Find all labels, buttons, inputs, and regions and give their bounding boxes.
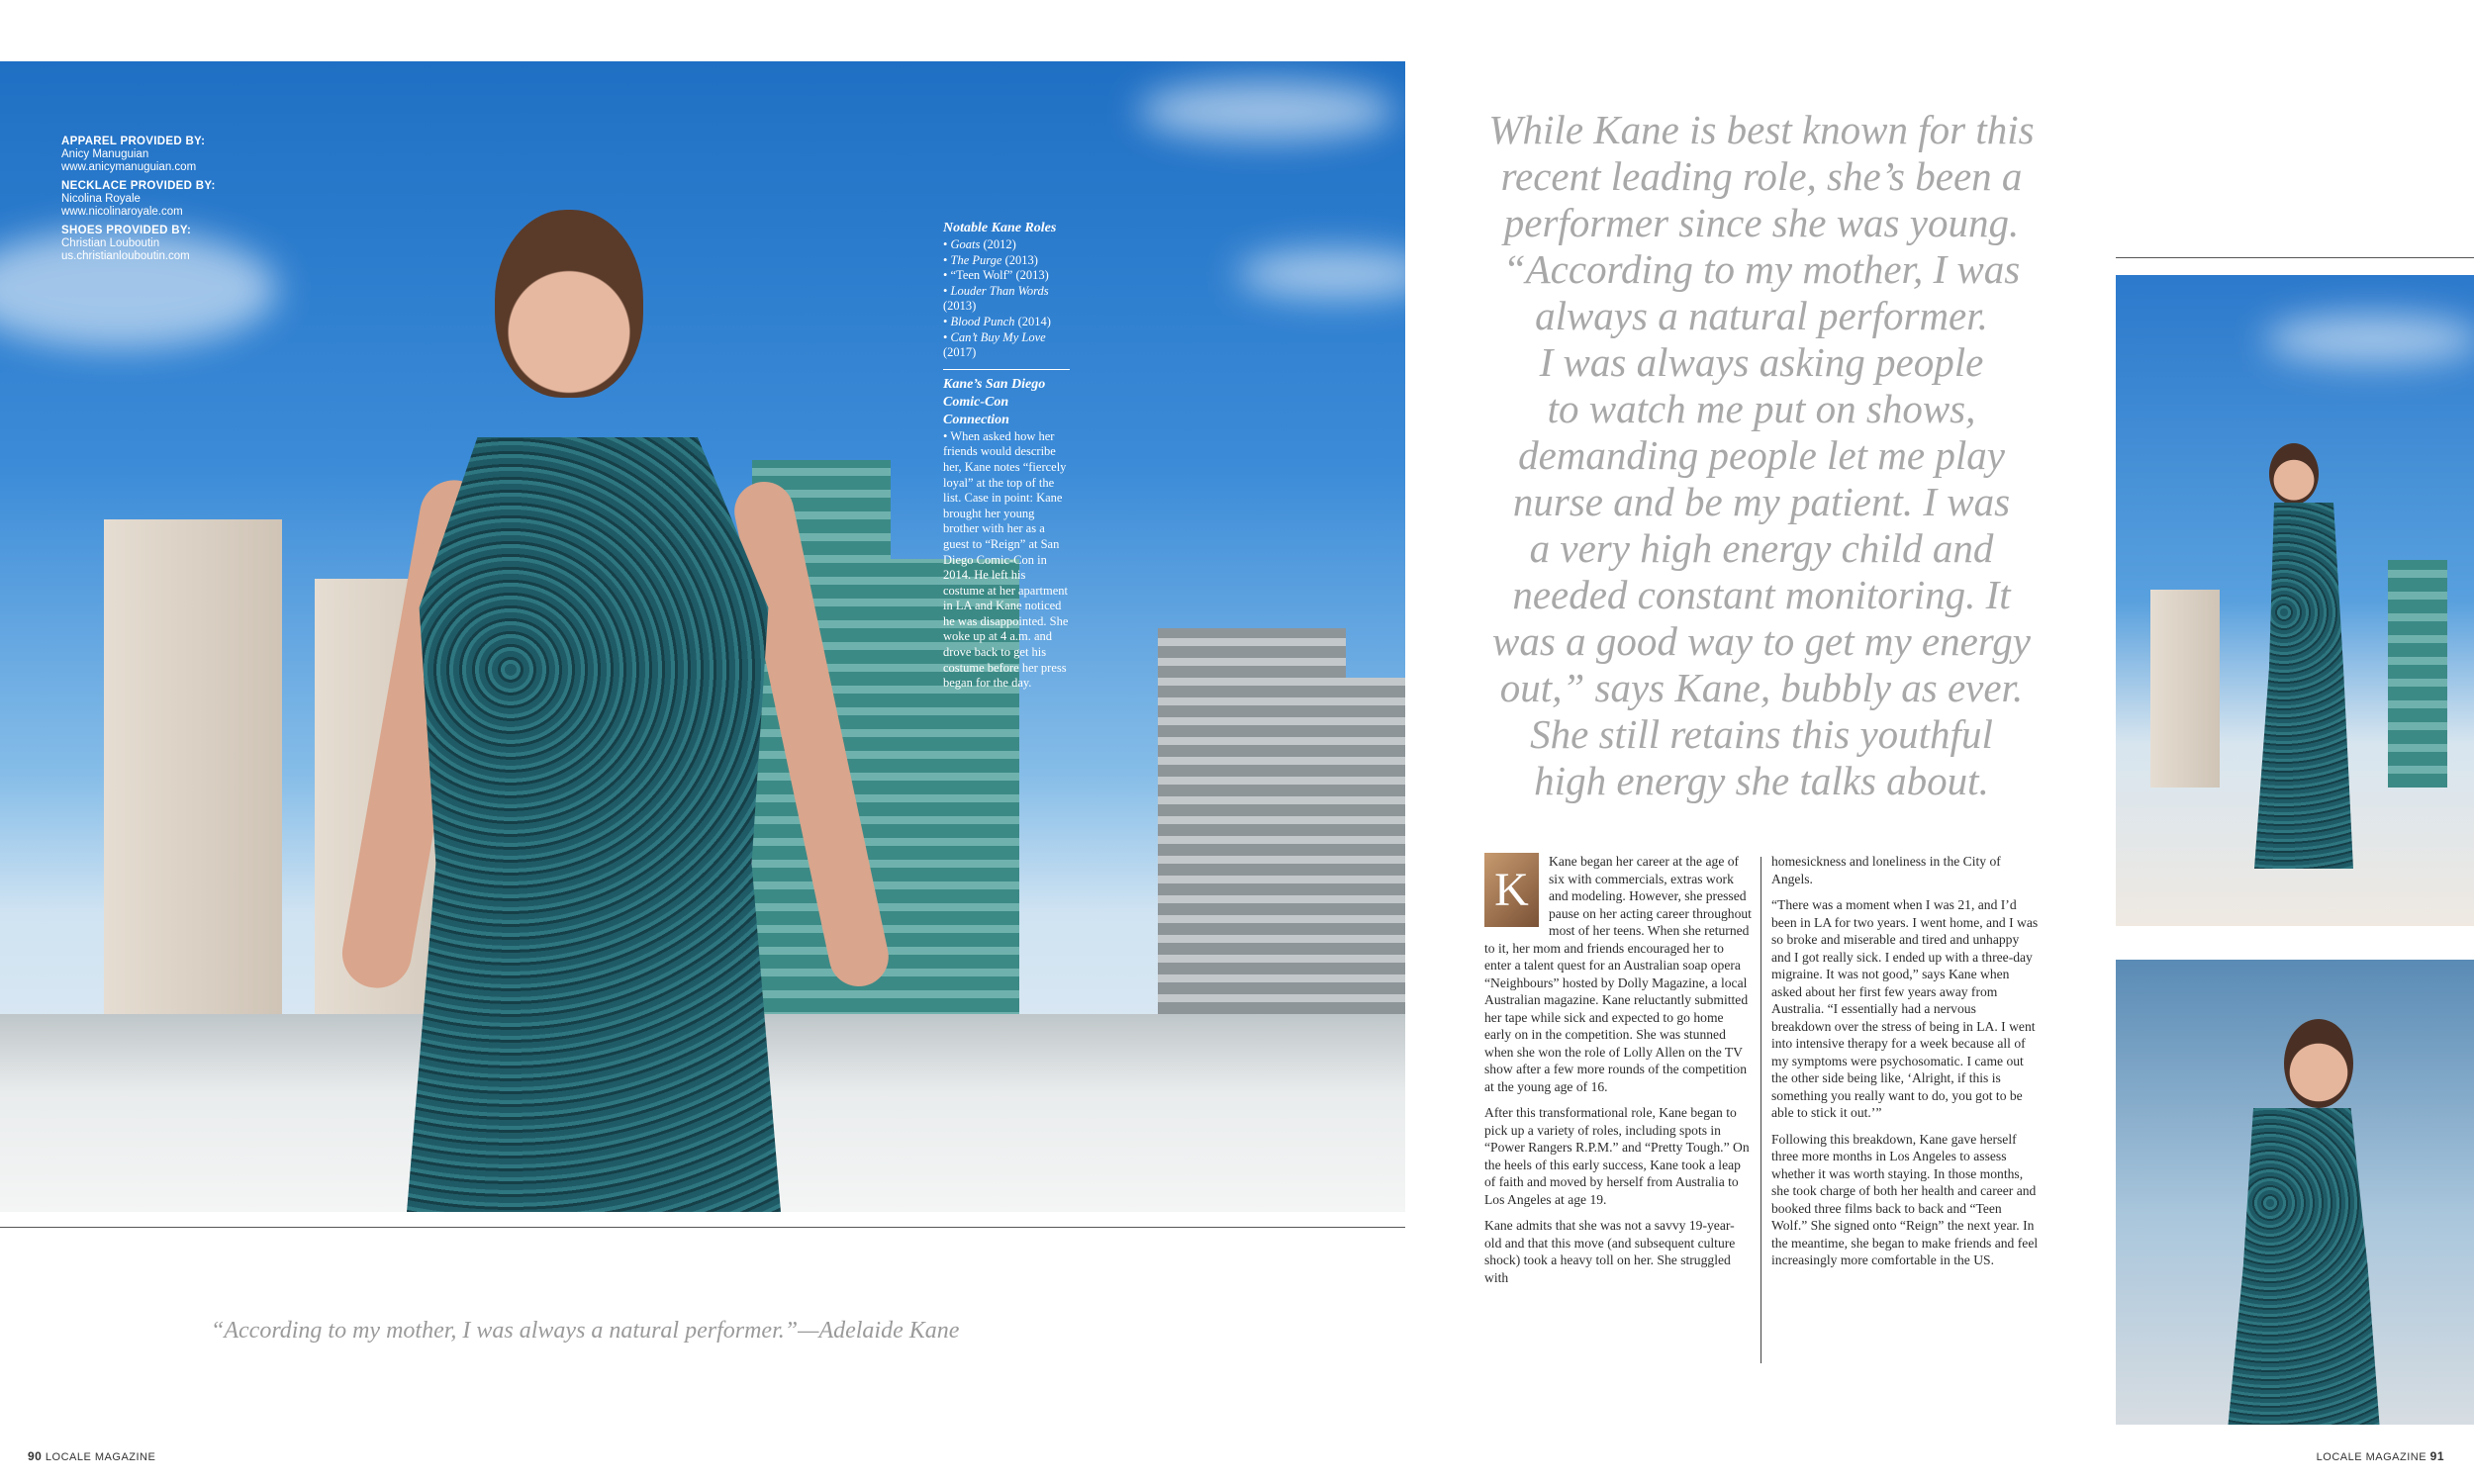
connection-text: • When asked how her friends would describe her, Kane notes “fiercely loyal” at the top of the list. Case in point: Kane brought her young brother with her as a guest to “Reign” at San Diego Comic-Con in 2014. He left his costume at her apartment in LA and Kane noticed he was disappointed. She woke up at 4 a.m. and drove back to get his costume before her press began for the day. xyxy=(943,428,1069,691)
folio-left: 90 LOCALE MAGAZINE xyxy=(28,1449,156,1463)
side-photo-posing xyxy=(2116,960,2474,1425)
paragraph: Kane began her career at the age of six with commercials, extras work and modeling. However, she pressed pause on her acting career throughout most of her teens. When she returned to it, her mom and friends encouraged her to enter a talent quest for an Australian soap opera “Neighbours” hosted by Dolly Magazine, a local Australian magazine. Kane reluctantly submitted her tape while sick and expected to go home early on in the competition. She was stunned when she won the role of Lolly Allen on the TV show after a few more rounds of the competition at the young age of 16. xyxy=(1484,854,1752,1094)
role-item: • Goats (2012) xyxy=(943,237,1016,251)
side-photo-standing xyxy=(2116,275,2474,926)
sidebar-divider xyxy=(943,369,1070,370)
role-item: • Louder Than Words (2013) xyxy=(943,283,1049,314)
apparel-credits xyxy=(61,136,216,269)
photo-caption: “According to my mother, I was always a natural performer.”—Adelaide Kane xyxy=(211,1318,960,1344)
left-divider xyxy=(0,1227,1405,1228)
paragraph: Following this breakdown, Kane gave herself three more months in Los Angeles to assess whether it was worth staying. In those months, she took charge of both her health and career and booked three films back to back and “Teen Wolf.” She signed onto “Reign” the next year. In the meantime, she began to make friends and feel increasingly more comfortable in the US. xyxy=(1771,1131,2039,1267)
paragraph: “There was a moment when I was 21, and I’d been in LA for two years. I went home, and I was so broke and miserable and tired and unhappy and I got really sick. I ended up with a three-day migraine. It was not good,” says Kane when asked about her first few years away from Australia. “I essentially had a nervous breakdown over the stress of being in LA. I went into intensive therapy for a week because all of my symptoms were psychosomatic. I came out the other side being like, ‘Alright, if this is something you really want to do, you got to be able to stick it out.’” xyxy=(1771,897,2039,1120)
paragraph: Kane admits that she was not a savvy 19-year-old and that this move (and subsequent culture shock) took a heavy toll on her. She struggled with xyxy=(1484,1218,1736,1285)
article-column-2 xyxy=(1771,853,2039,1278)
role-item: • Can’t Buy My Love (2017) xyxy=(943,329,1046,360)
connection-heading: Kane’s San Diego Comic-Con Connection xyxy=(943,376,1046,427)
paragraph: homesickness and loneliness in the City of Angels. xyxy=(1771,854,2001,886)
credit-necklace: NECKLACE PROVIDED BY: Nicolina Royale www.nicolinaroyale.com xyxy=(61,180,216,218)
roles-heading: Notable Kane Roles xyxy=(943,221,1057,235)
pull-quote: While Kane is best known for this recent leading role, she’s been a performer since she was young. “According to my mother, I was always a natural performer. I was always asking people to watch me put on shows, demanding people let me play nurse and be my patient. I was a very high energy child and needed constant monitoring. It was a good way to get my energy out,” says Kane, bubbly as ever. She still retains this youthful high energy she talks about. xyxy=(1488,107,2035,803)
model-figure xyxy=(495,210,643,398)
article-column-1 xyxy=(1484,853,1752,1295)
column-divider xyxy=(1760,857,1761,1363)
role-item: • Blood Punch (2014) xyxy=(943,314,1051,328)
role-item: • The Purge (2013) xyxy=(943,252,1038,267)
notable-roles-sidebar xyxy=(943,220,1070,692)
credit-apparel: APPAREL PROVIDED BY: Anicy Manuguian www.anicymanuguian.com xyxy=(61,136,206,173)
drop-cap: K xyxy=(1484,853,1539,927)
folio-right: LOCALE MAGAZINE 91 xyxy=(2316,1449,2444,1463)
paragraph: After this transformational role, Kane began to pick up a variety of roles, including spots in “Power Rangers R.P.M.” and “Pretty Tough.” On the heels of this early success, Kane took a leap of faith and moved by herself from Australia to Los Angeles at age 19. xyxy=(1484,1105,1750,1207)
credit-shoes: SHOES PROVIDED BY: Christian Louboutin us.christianlouboutin.com xyxy=(61,225,192,262)
hero-photo xyxy=(0,61,1405,1212)
right-divider xyxy=(2116,257,2474,258)
role-item: • “Teen Wolf” (2013) xyxy=(943,268,1049,283)
